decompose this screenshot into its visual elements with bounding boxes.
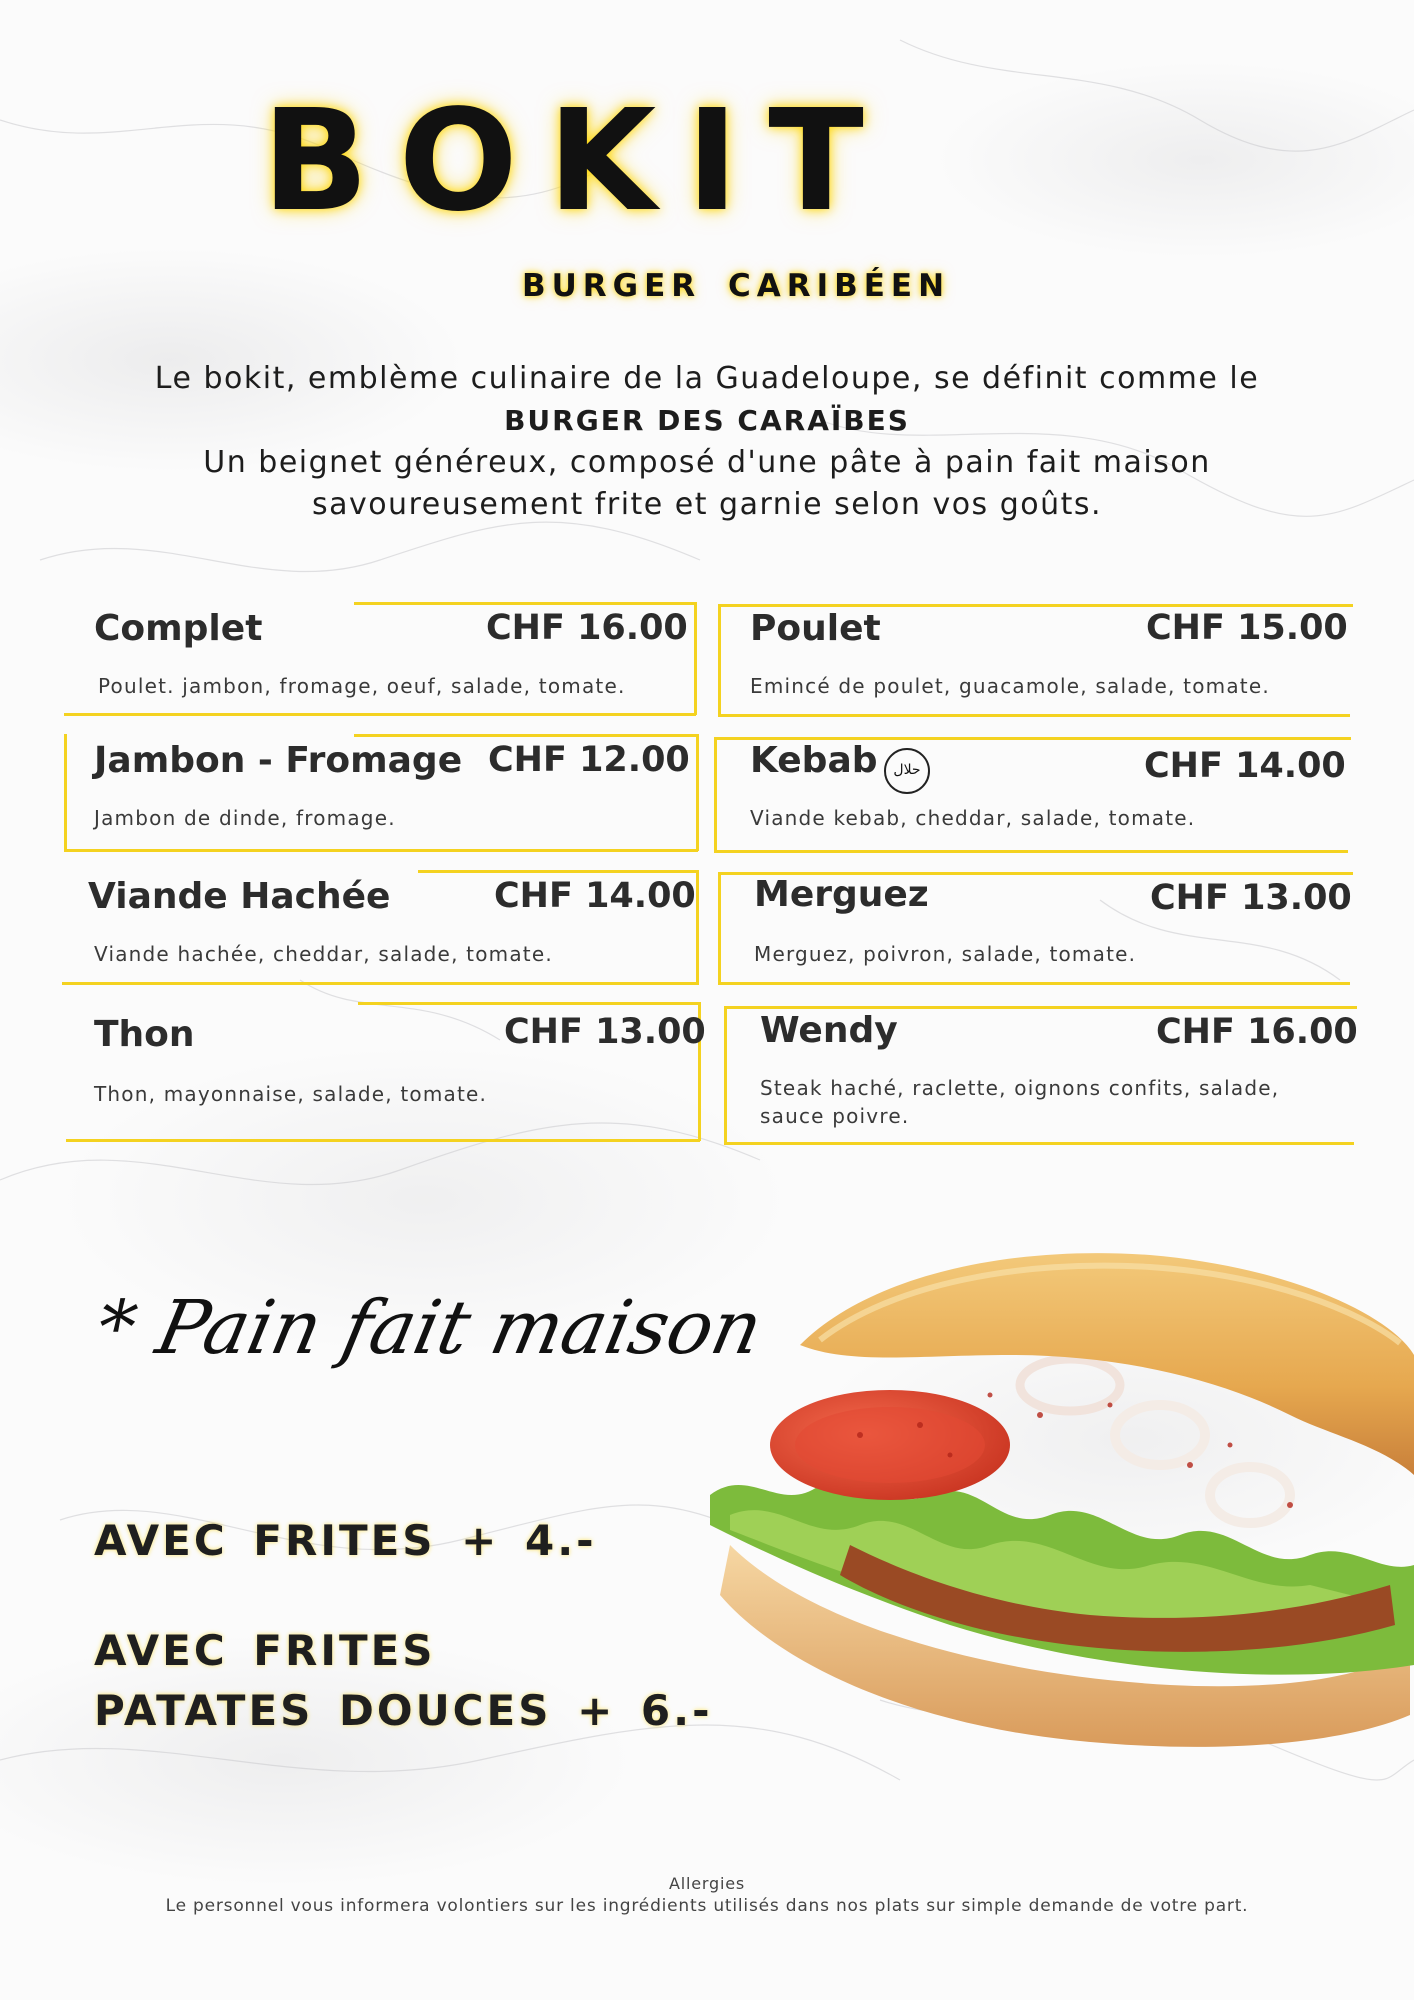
item-name-merguez: Merguez xyxy=(754,874,929,915)
page-subtitle: BURGER CARIBÉEN xyxy=(522,268,951,304)
item-price-jambon: CHF 12.00 xyxy=(488,740,690,780)
card-side-jambon xyxy=(64,734,67,850)
item-name-complet: Complet xyxy=(94,608,263,649)
item-price-poulet: CHF 15.00 xyxy=(1146,608,1348,648)
card-underline-thon xyxy=(66,1139,700,1142)
bokit-sandwich-image xyxy=(690,1245,1414,1765)
item-desc-jambon: Jambon de dinde, fromage. xyxy=(94,806,396,830)
item-price-kebab: CHF 14.00 xyxy=(1144,746,1346,786)
item-name-jambon: Jambon - Fromage xyxy=(94,740,463,781)
item-desc-viande-hachee: Viande hachée, cheddar, salade, tomate. xyxy=(94,942,553,966)
intro-line-1: Le bokit, emblème culinaire de la Guadeloupe, se définit comme le xyxy=(154,361,1260,396)
card-underline-jambon xyxy=(64,849,698,852)
card-underline-merguez xyxy=(718,982,1350,985)
item-desc-kebab: Viande kebab, cheddar, salade, tomate. xyxy=(750,806,1196,830)
intro-line-2: Un beignet généreux, composé d'une pâte à pain fait maison xyxy=(203,445,1211,480)
card-underline-complet xyxy=(64,713,696,716)
halal-badge-icon: حلال xyxy=(884,748,930,794)
intro-line-3: savoureusement frite et garnie selon vos goûts. xyxy=(311,487,1103,522)
item-name-thon: Thon xyxy=(94,1014,195,1055)
item-desc-poulet: Emincé de poulet, guacamole, salade, tomate. xyxy=(750,674,1270,698)
item-name-viande-hachee: Viande Hachée xyxy=(88,876,391,917)
item-price-wendy: CHF 16.00 xyxy=(1156,1012,1358,1052)
card-underline-poulet xyxy=(718,714,1350,717)
card-underline-wendy xyxy=(724,1142,1354,1145)
item-name-poulet: Poulet xyxy=(750,608,881,649)
homemade-bread-note: * Pain fait maison xyxy=(88,1285,770,1371)
allergies-title: Allergies xyxy=(669,1874,745,1893)
card-underline-kebab xyxy=(714,850,1348,853)
item-name-kebab: Kebab xyxy=(750,740,878,781)
item-desc-merguez: Merguez, poivron, salade, tomate. xyxy=(754,942,1137,966)
item-price-thon: CHF 13.00 xyxy=(504,1012,706,1052)
item-desc-complet: Poulet. jambon, fromage, oeuf, salade, tomate. xyxy=(98,674,626,698)
item-desc-thon: Thon, mayonnaise, salade, tomate. xyxy=(94,1082,488,1106)
intro-text xyxy=(80,358,1334,526)
extra-sweet-fries-line2: PATATES DOUCES + 6.- xyxy=(94,1686,713,1735)
item-name-wendy: Wendy xyxy=(760,1010,898,1051)
extra-fries: AVEC FRITES + 4.- xyxy=(94,1516,597,1565)
page-title: BOKIT xyxy=(262,80,894,243)
item-price-viande-hachee: CHF 14.00 xyxy=(494,876,696,916)
item-price-complet: CHF 16.00 xyxy=(486,608,688,648)
item-price-merguez: CHF 13.00 xyxy=(1150,878,1352,918)
allergies-text: Le personnel vous informera volontiers sur les ingrédients utilisés dans nos plats sur simple demande de votre part. xyxy=(165,1896,1249,1916)
intro-highlight: BURGER DES CARAÏBES xyxy=(504,404,910,437)
card-underline-viande xyxy=(62,982,698,985)
item-desc-wendy: Steak haché, raclette, oignons confits, salade, sauce poivre. xyxy=(760,1076,1280,1128)
extra-sweet-fries-line1: AVEC FRITES xyxy=(94,1626,436,1675)
